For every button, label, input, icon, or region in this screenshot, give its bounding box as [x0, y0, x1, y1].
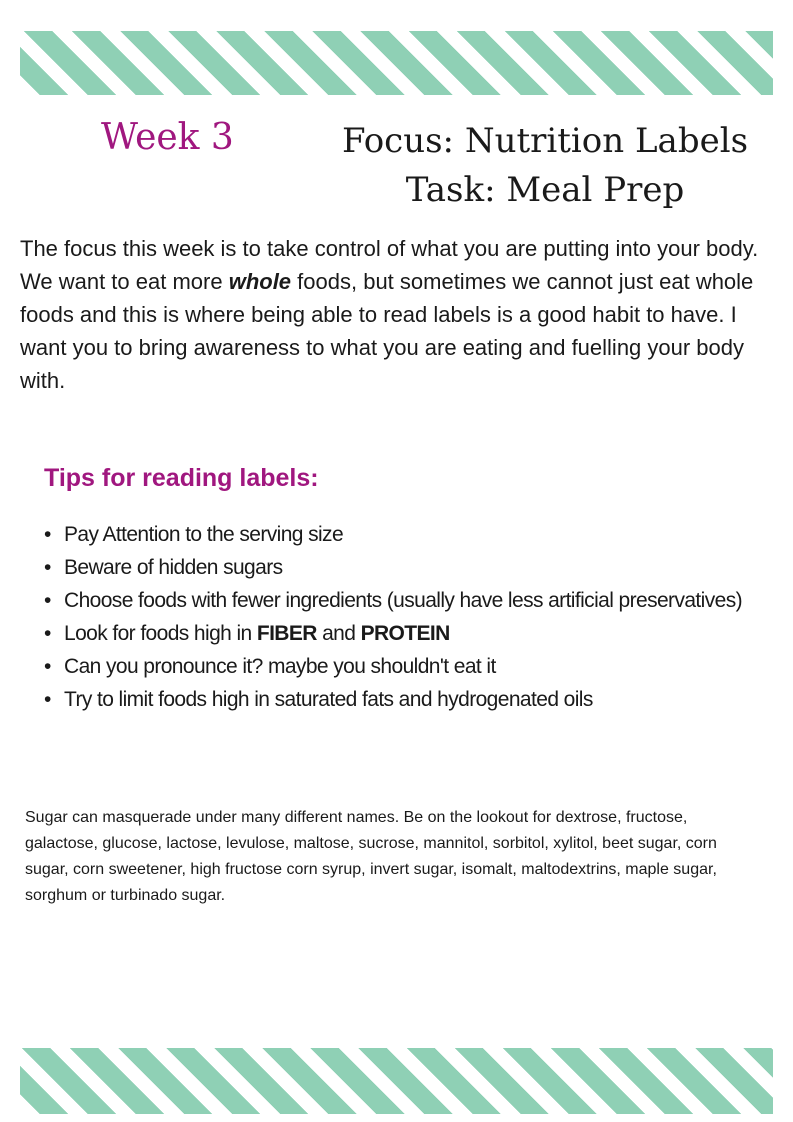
task-title: Task: Meal Prep [405, 170, 685, 210]
tip-text [64, 622, 450, 645]
tips-list [44, 518, 793, 716]
week-title: Week 3 [101, 117, 234, 158]
bullet-icon: • [44, 556, 51, 579]
top-stripe-banner [20, 31, 773, 95]
list-item [44, 584, 793, 617]
intro-text-start: The focus this week is to take control of what you are putting into your body. We want to eat more [20, 236, 759, 294]
list-item [44, 617, 793, 650]
tip-text: Try to limit foods high in saturated fats and hydrogenated oils [64, 688, 593, 711]
fiber-emphasis: FIBER [256, 622, 317, 645]
list-item [44, 518, 793, 551]
intro-text-end: foods, but sometimes we cannot just eat whole foods and this is where being able to read labels is a good habit to have. I want you to bring awareness to what you are eating and fuelling your body with. [20, 269, 754, 393]
list-item [44, 551, 793, 584]
tip-text-prefix: Look for foods high in [64, 622, 257, 645]
tips-heading: Tips for reading labels: [44, 464, 319, 492]
protein-emphasis: PROTEIN [360, 622, 450, 645]
tip-text: Pay Attention to the serving size [64, 523, 344, 546]
tip-text: Can you pronounce it? maybe you shouldn't eat it [64, 655, 496, 678]
bullet-icon: • [44, 622, 51, 645]
intro-emphasis: whole [228, 269, 292, 294]
bottom-stripe-banner [20, 1048, 773, 1114]
tip-text: Choose foods with fewer ingredients (usually have less artificial preservatives) [64, 589, 742, 612]
bullet-icon: • [44, 655, 51, 678]
intro-paragraph [20, 232, 780, 397]
bullet-icon: • [44, 589, 51, 612]
bullet-icon: • [44, 688, 51, 711]
focus-task-heading [300, 117, 790, 215]
sugar-names-note: Sugar can masquerade under many different names. Be on the lookout for dextrose, fructose, galactose, glucose, lactose, levulose, maltose, sucrose, mannitol, sorbitol, xylitol, beet sugar, corn sugar, corn sweetener, high fructose corn syrup, invert sugar, isomalt, maltodextrins, maple sugar, sorghum or turbinado sugar. [25, 809, 717, 904]
tip-text-middle: and [316, 622, 361, 645]
list-item [44, 650, 793, 683]
focus-title: Focus: Nutrition Labels [341, 121, 749, 161]
bullet-icon: • [44, 523, 51, 546]
tip-text: Beware of hidden sugars [64, 556, 283, 579]
list-item [44, 683, 793, 716]
